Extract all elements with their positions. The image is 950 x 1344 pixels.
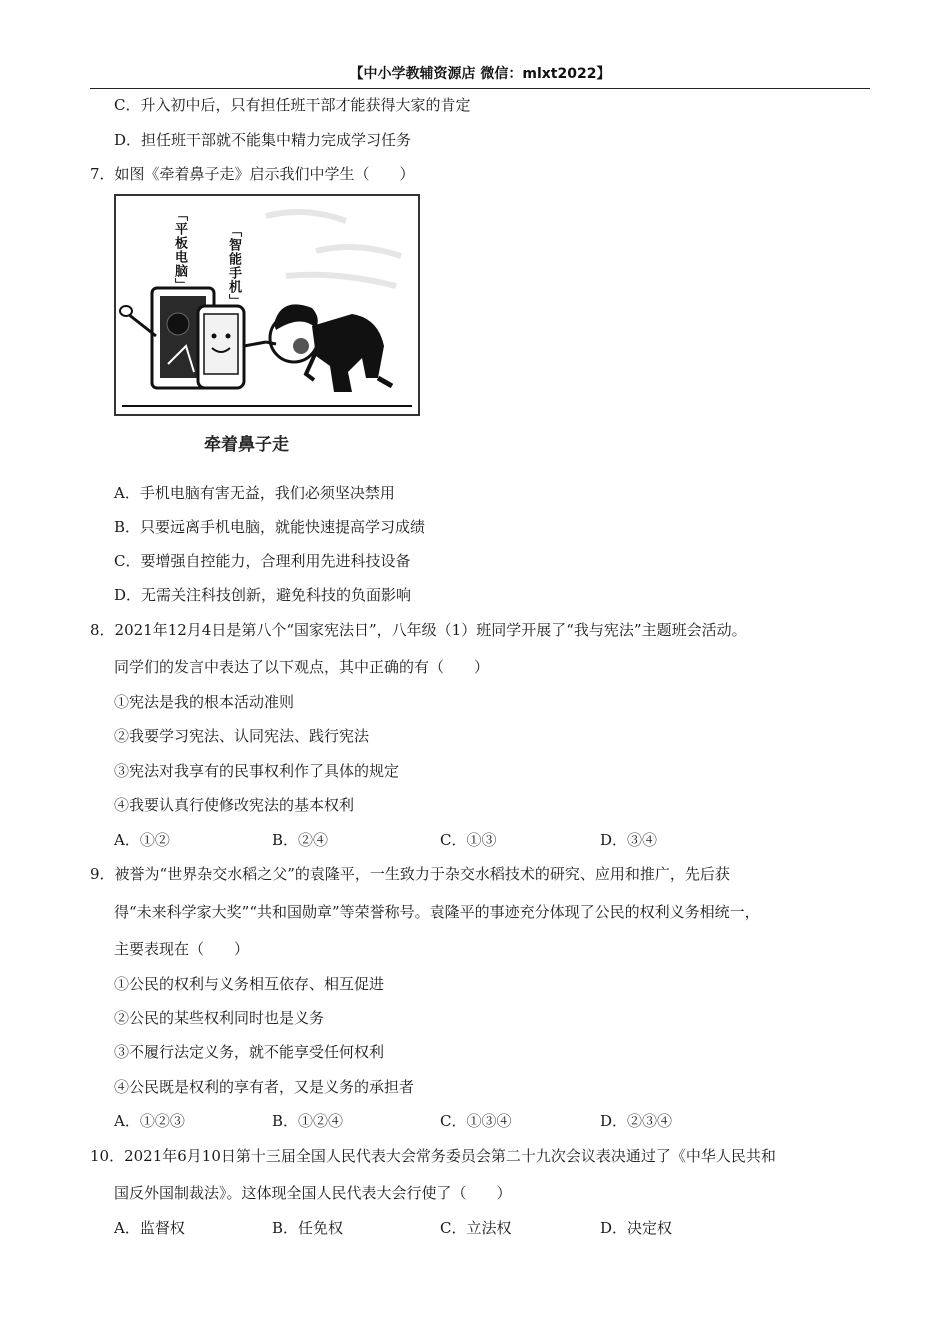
q8-statement-2: ②我要学习宪法、认同宪法、践行宪法 xyxy=(114,727,370,745)
q10-stem-line1: 10．2021年6月10日第十三届全国人民代表大会常务委员会第二十九次会议表决通过了《中华人民共和 xyxy=(90,1147,776,1165)
q8-statement-3: ③宪法对我享有的民事权利作了具体的规定 xyxy=(114,762,400,780)
q9-statement-4: ④公民既是权利的享有者，又是义务的承担者 xyxy=(114,1078,415,1096)
q6-option-d: D．担任班干部就不能集中精力完成学习任务 xyxy=(114,131,412,149)
q9-option-a: A．①②③ xyxy=(114,1112,185,1130)
q10-stem-line2: 国反外国制裁法》。这体现全国人民代表大会行使了（ ） xyxy=(114,1184,512,1202)
cartoon-figure xyxy=(114,194,420,416)
q8-stem-line2: 同学们的发言中表达了以下观点，其中正确的有（ ） xyxy=(114,658,490,676)
q7-stem: 7．如图《牵着鼻子走》启示我们中学生（ ） xyxy=(90,165,415,183)
q9-statement-3: ③不履行法定义务，就不能享受任何权利 xyxy=(114,1043,385,1061)
q9-stem-line2: 得“未来科学家大奖”“共和国勋章”等荣誉称号。袁隆平的事迹充分体现了公民的权利义务相统一， xyxy=(114,903,760,921)
q7-option-c: C．要增强自控能力，合理利用先进科技设备 xyxy=(114,552,411,570)
q8-statement-1: ①宪法是我的根本活动准则 xyxy=(114,693,295,711)
q8-statement-4: ④我要认真行使修改宪法的基本权利 xyxy=(114,796,355,814)
q9-option-d: D．②③④ xyxy=(600,1112,673,1130)
q10-option-c: C．立法权 xyxy=(440,1219,512,1237)
q7-option-b: B．只要远离手机电脑，就能快速提高学习成绩 xyxy=(114,518,426,536)
q7-option-a: A．手机电脑有害无益，我们必须坚决禁用 xyxy=(114,484,395,502)
q9-statement-2: ②公民的某些权利同时也是义务 xyxy=(114,1009,325,1027)
phone-label: 「智能手机」 xyxy=(226,224,241,308)
q9-option-b: B．①②④ xyxy=(272,1112,344,1130)
q9-stem-line3: 主要表现在（ ） xyxy=(114,940,250,958)
q8-option-c: C．①③ xyxy=(440,831,497,849)
q8-option-b: B．②④ xyxy=(272,831,329,849)
q9-stem-line1: 9．被誉为“世界杂交水稻之父”的袁隆平，一生致力于杂交水稻技术的研究、应用和推广，先后获 xyxy=(90,865,730,883)
q8-stem-line1: 8．2021年12月4日是第八个“国家宪法日”，八年级（1）班同学开展了“我与宪法”主题班会活动。 xyxy=(90,621,747,639)
q10-option-b: B．任免权 xyxy=(272,1219,344,1237)
q8-option-a: A．①② xyxy=(114,831,170,849)
q10-option-d: D．决定权 xyxy=(600,1219,673,1237)
q7-option-d: D．无需关注科技创新，避免科技的负面影响 xyxy=(114,586,412,604)
q10-option-a: A．监督权 xyxy=(114,1219,185,1237)
tablet-label: 「平板电脑」 xyxy=(172,208,187,292)
page-header: 【中小学教辅资源店 微信：mlxt2022】 xyxy=(90,64,870,89)
q9-statement-1: ①公民的权利与义务相互依存、相互促进 xyxy=(114,975,385,993)
cartoon-illustration xyxy=(116,196,418,414)
q6-option-c: C．升入初中后，只有担任班干部才能获得大家的肯定 xyxy=(114,96,471,114)
q8-option-d: D．③④ xyxy=(600,831,658,849)
q9-option-c: C．①③④ xyxy=(440,1112,512,1130)
figure-caption: 牵着鼻子走 xyxy=(204,435,289,455)
